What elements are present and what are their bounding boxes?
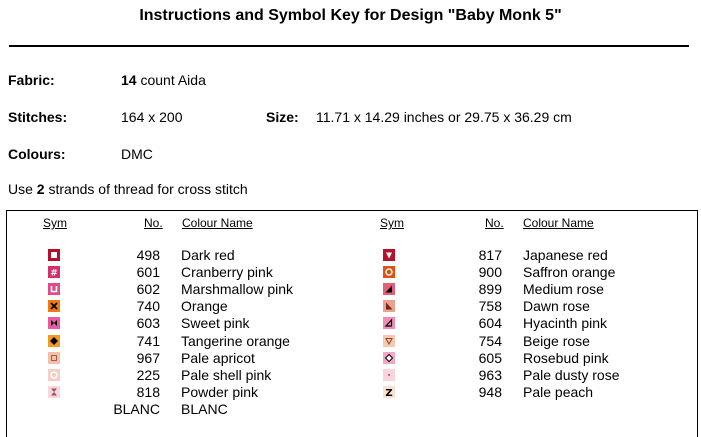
- triangle-left-icon: [383, 300, 395, 312]
- small-square-icon: [48, 352, 60, 364]
- u-icon: [48, 283, 60, 295]
- stitches-value: 164 x 200: [121, 109, 183, 125]
- fabric-type: count Aida: [136, 72, 206, 88]
- fabric-value: [121, 72, 206, 88]
- colour-name: Orange: [181, 298, 228, 314]
- name-header-left: Colour Name: [182, 216, 253, 230]
- colour-name: Japanese red: [523, 247, 608, 263]
- colour-name: Sweet pink: [181, 315, 250, 331]
- sym-header-right: Sym: [380, 216, 404, 230]
- title-rule: [9, 45, 689, 47]
- hash-icon: [48, 266, 60, 278]
- stitches-label: Stitches:: [8, 109, 68, 125]
- no-header-right: No.: [485, 216, 504, 230]
- sym-header-left: Sym: [43, 216, 67, 230]
- colour-name: Pale dusty rose: [523, 367, 620, 383]
- colour-number: 601: [136, 264, 160, 280]
- colour-number: 741: [136, 333, 160, 349]
- strands-note: Use 2 strands of thread for cross stitch: [8, 181, 248, 197]
- svg-text:Z: Z: [385, 388, 393, 398]
- colour-name: Hyacinth pink: [523, 315, 608, 331]
- circle-icon: [48, 369, 60, 381]
- colour-number: 754: [478, 333, 502, 349]
- colour-name: Tangerine orange: [181, 333, 290, 349]
- heart-icon: [383, 249, 395, 261]
- colour-number: 967: [136, 350, 160, 366]
- colour-number: 817: [478, 247, 502, 263]
- hourglass-icon: [48, 386, 60, 398]
- z-icon: [383, 386, 395, 398]
- colours-value: DMC: [121, 146, 153, 162]
- colour-name: Powder pink: [181, 384, 259, 400]
- hollow-square-icon: [48, 249, 60, 261]
- circle-icon: [383, 266, 395, 278]
- svg-text:#: #: [50, 268, 58, 278]
- strands-count: 2: [36, 181, 45, 197]
- colour-name: Saffron orange: [523, 264, 616, 280]
- colour-number: 602: [136, 281, 160, 297]
- colour-number: 758: [478, 298, 502, 314]
- colours-label: Colours:: [8, 146, 66, 162]
- diamond-outline-icon: [383, 352, 395, 364]
- blank-icon: [48, 403, 60, 415]
- colour-number: 948: [478, 384, 502, 400]
- colour-number: 225: [136, 367, 160, 383]
- colour-name: Dawn rose: [523, 298, 590, 314]
- size-label: Size:: [266, 109, 299, 125]
- dot-icon: [383, 369, 395, 381]
- fabric-count: 14: [121, 72, 137, 88]
- colour-name: Pale peach: [523, 384, 594, 400]
- colour-name: Pale apricot: [181, 350, 255, 366]
- no-header-left: No.: [144, 216, 163, 230]
- colour-number: 899: [478, 281, 502, 297]
- x-icon: [48, 300, 60, 312]
- size-value: 11.71 x 14.29 inches or 29.75 x 36.29 cm: [316, 109, 572, 125]
- bowtie-icon: [48, 317, 60, 329]
- colour-number: BLANC: [113, 401, 160, 417]
- colour-name: Cranberry pink: [181, 264, 273, 280]
- colour-number: 900: [478, 264, 502, 280]
- triangle-icon: [383, 283, 395, 295]
- triangle-outline-icon: [383, 317, 395, 329]
- down-triangle-icon: [383, 335, 395, 347]
- colour-number: 603: [136, 315, 160, 331]
- colour-name: Dark red: [181, 247, 235, 263]
- page-title: Instructions and Symbol Key for Design "Baby Monk 5": [139, 7, 562, 24]
- colour-name: Medium rose: [523, 281, 604, 297]
- colour-number: 605: [478, 350, 502, 366]
- colour-number: 740: [136, 298, 160, 314]
- colour-number: 963: [478, 367, 502, 383]
- colour-number: 818: [136, 384, 160, 400]
- colour-name: Rosebud pink: [523, 350, 609, 366]
- colour-number: 604: [478, 315, 502, 331]
- colour-number: 498: [136, 247, 160, 263]
- colour-name: Pale shell pink: [181, 367, 272, 383]
- diamond-icon: [48, 335, 60, 347]
- colour-name: BLANC: [181, 401, 228, 417]
- fabric-label: Fabric:: [8, 72, 55, 88]
- colour-name: Marshmallow pink: [181, 281, 294, 297]
- colour-name: Beige rose: [523, 333, 590, 349]
- name-header-right: Colour Name: [523, 216, 594, 230]
